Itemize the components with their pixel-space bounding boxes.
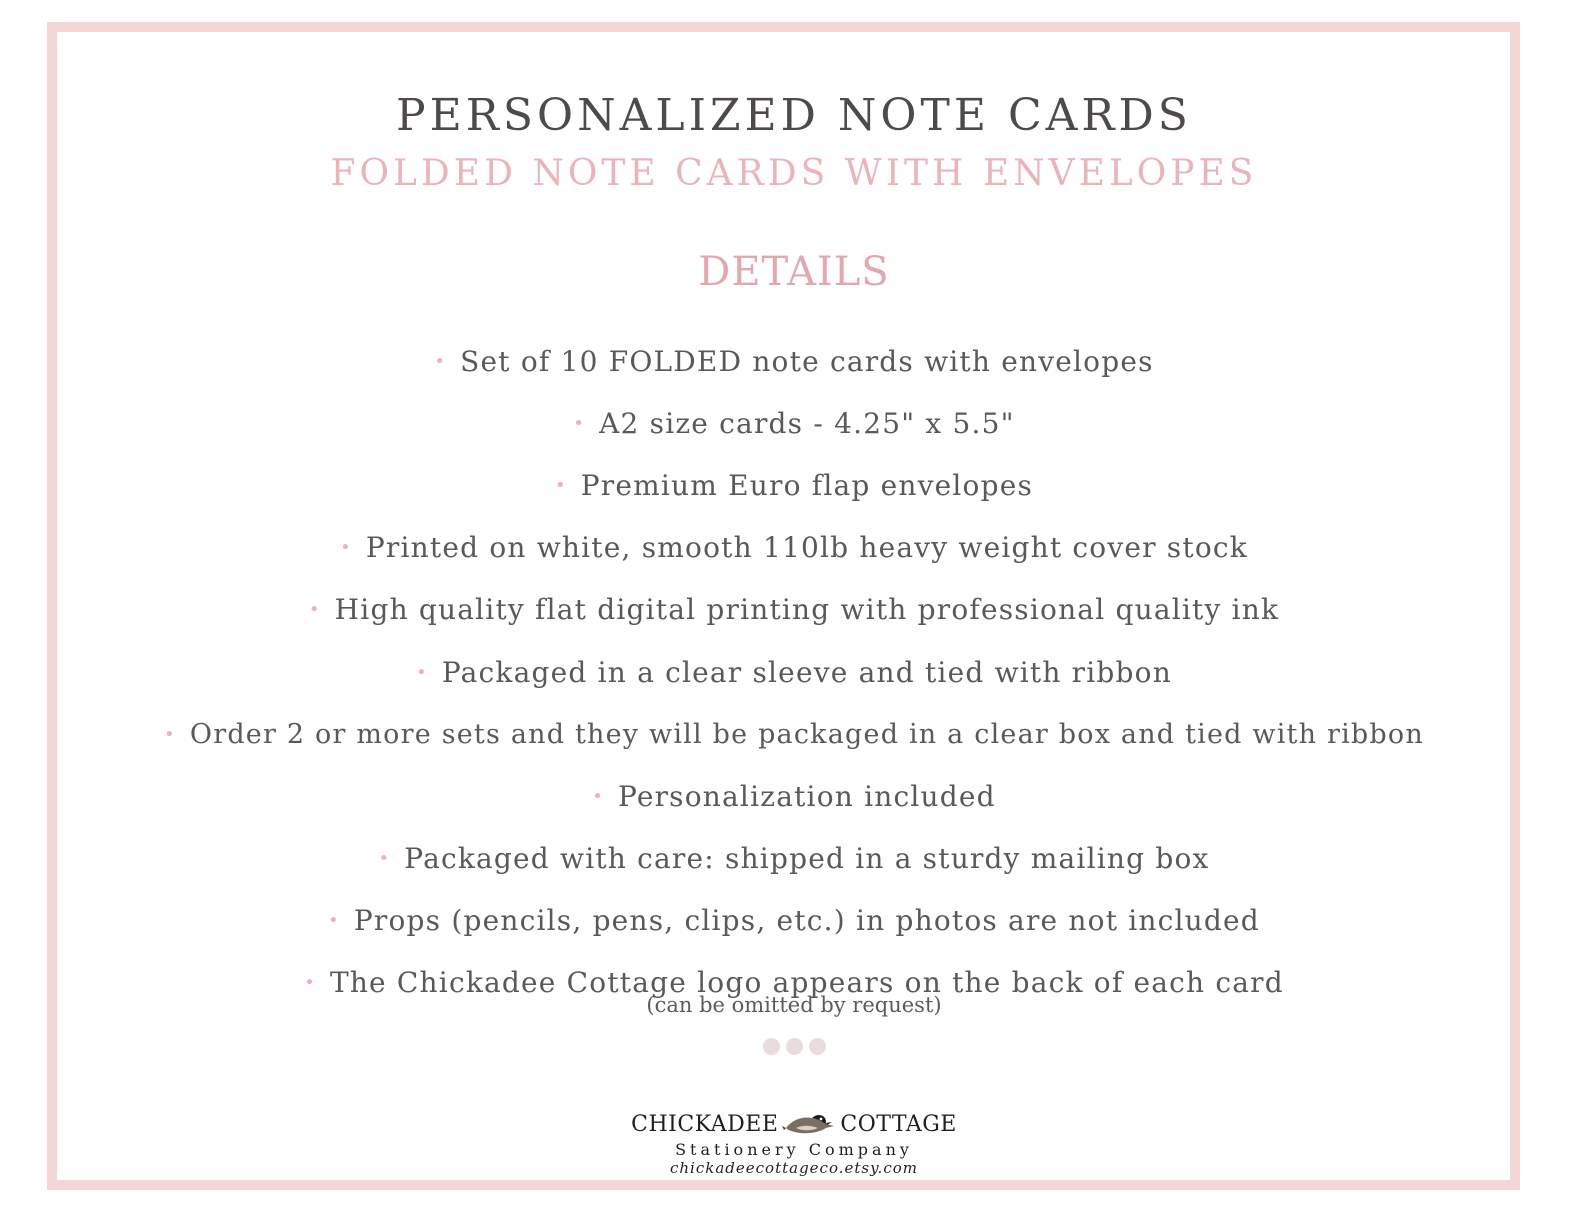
- shop-url: chickadeecottageco.etsy.com: [669, 1159, 918, 1177]
- chickadee-bird-icon: [782, 1106, 836, 1142]
- bullet-icon: •: [378, 848, 391, 870]
- detail-text: Premium Euro flap envelopes: [580, 468, 1034, 502]
- bullet-icon: •: [434, 350, 447, 372]
- bullet-icon: •: [164, 723, 176, 745]
- page-subtitle: FOLDED NOTE CARDS WITH ENVELOPES: [330, 153, 1258, 194]
- detail-text: Props (pencils, pens, clips, etc.) in photos are not included: [353, 904, 1260, 938]
- page-title: PERSONALIZED NOTE CARDS: [396, 90, 1192, 141]
- detail-text: The Chickadee Cottage logo appears on the back of each card: [329, 966, 1284, 1000]
- logo-wordmark: [0, 1104, 1588, 1144]
- detail-text: Packaged with care: shipped in a sturdy mailing box: [404, 842, 1210, 876]
- details-list: [0, 330, 1588, 1014]
- dot-icon: [809, 1038, 826, 1055]
- logo-right-word: COTTAGE: [840, 1111, 957, 1137]
- bullet-icon: •: [308, 599, 321, 621]
- detail-text: High quality flat digital printing with professional quality ink: [334, 593, 1280, 627]
- detail-text: Printed on white, smooth 110lb heavy weight cover stock: [365, 531, 1248, 565]
- details-heading: DETAILS: [698, 249, 890, 295]
- detail-item: [0, 330, 1588, 392]
- detail-item: [0, 828, 1588, 890]
- logo-left-word: CHICKADEE: [631, 1111, 779, 1137]
- brand-logo: [0, 1104, 1588, 1177]
- detail-text: Personalization included: [618, 779, 996, 813]
- divider-dots: [0, 1038, 1588, 1055]
- detail-item: [0, 703, 1588, 765]
- bullet-icon: •: [340, 537, 352, 559]
- dot-icon: [786, 1038, 803, 1055]
- detail-text: A2 size cards - 4.25" x 5.5": [599, 406, 1015, 440]
- bullet-icon: •: [554, 474, 567, 496]
- detail-item: [0, 765, 1588, 827]
- detail-item: [0, 517, 1588, 579]
- detail-item: [0, 392, 1588, 454]
- detail-note: (can be omitted by request): [646, 993, 942, 1017]
- detail-text: Set of 10 FOLDED note cards with envelopes: [460, 344, 1154, 378]
- bullet-icon: •: [304, 972, 316, 994]
- bullet-icon: •: [328, 910, 340, 932]
- detail-item: [0, 579, 1588, 641]
- detail-text: Packaged in a clear sleeve and tied with ribbon: [441, 655, 1172, 689]
- detail-item: [0, 890, 1588, 952]
- detail-item: [0, 641, 1588, 703]
- detail-item: [0, 454, 1588, 516]
- bullet-icon: •: [573, 412, 586, 434]
- bullet-icon: •: [592, 785, 605, 807]
- dot-icon: [763, 1038, 780, 1055]
- logo-tagline: Stationery Company: [675, 1140, 913, 1159]
- bullet-icon: •: [416, 661, 428, 683]
- detail-text: Order 2 or more sets and they will be packaged in a clear box and tied with ribbon: [189, 718, 1424, 750]
